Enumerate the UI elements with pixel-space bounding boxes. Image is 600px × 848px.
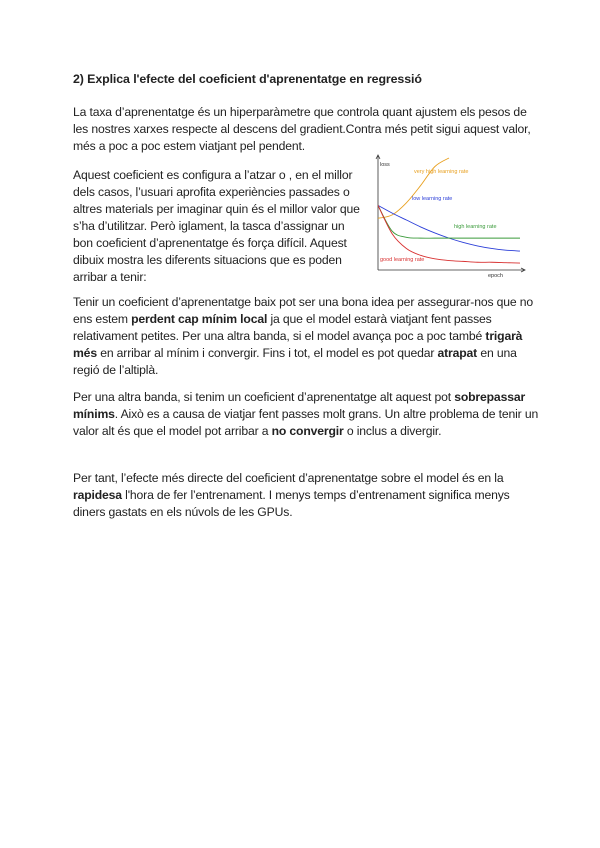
legend-good: good learning rate — [380, 257, 425, 263]
page-title: 2) Explica l'efecte del coeficient d'aprenentatge en regressió — [73, 72, 422, 86]
text: Tenir un coeficient d’aprenentatge baix pot ser una bona idea per assegurar-nos que no ens estem — [73, 295, 534, 326]
emphasis-speed: rapidesa — [73, 488, 122, 502]
paragraph-configuration: Aquest coeficient es configura a l’atzar o , en el millor dels casos, l’usuari aprofita experiències passades o altres materials per imaginar quin és el millor valor que s’ha d’utilitzar. Però iglament, la tasca d’assignar un bon coeficient d’aprenentatge és força difícil. Aquest dibuix mostra les diferents situacions que es poden arribar a tenir: — [73, 168, 360, 284]
emphasis-slower: trigarà més — [73, 329, 523, 360]
emphasis-stuck: atrapat — [437, 346, 478, 360]
legend-very-high: very high learning rate — [414, 169, 469, 175]
text: Per una altra banda, si tenim un coeficient d’aprenentatge alt aquest pot — [73, 390, 455, 404]
emphasis-local-minimum: perdent cap mínim local — [131, 312, 268, 326]
text: o inclus a divergir. — [343, 424, 442, 438]
legend-high: high learning rate — [454, 224, 497, 230]
text: en arribar al mínim i convergir. Fins i tot, el model es pot quedar — [96, 346, 438, 360]
paragraph-high-rate — [73, 389, 543, 440]
series-line-low — [378, 205, 520, 251]
chart-ylabel: loss — [380, 162, 390, 168]
text: ja que el model estarà viatjant fent passes relativament petites. Per una altra banda, si el model avança poc a poc també — [73, 312, 492, 343]
emphasis-overshoot: sobrepassar mínims — [73, 390, 526, 421]
learning-rate-chart — [370, 152, 528, 280]
series-line-high — [378, 205, 520, 238]
legend-low: low learning rate — [412, 196, 453, 202]
text: Per tant, l’efecte més directe del coeficient d’aprenentatge sobre el model és en la — [73, 471, 504, 485]
text: l'hora de fer l’entrenament. I menys temps d’entrenament significa menys diners gastats en els núvols de les GPUs. — [73, 488, 510, 519]
series-line-good — [378, 205, 520, 263]
paragraph-intro: La taxa d’aprenentatge és un hiperparàmetre que controla quant ajustem els pesos de les nostres xarxes respecte al descens del gradient.Contra més petit sigui aquest valor, més a poc a poc estem viatjant pel pendent. — [73, 105, 531, 153]
chart-xlabel: epoch — [488, 273, 503, 279]
text: . Això es a causa de viatjar fent passes molt grans. Un altre problema de tenir un valor alt és que el model pot arribar a — [73, 407, 539, 438]
paragraph-low-rate — [73, 294, 543, 379]
emphasis-no-converge: no convergir — [271, 424, 344, 438]
paragraph-conclusion — [73, 470, 543, 521]
text: en una regió de l’altiplà. — [73, 346, 517, 377]
